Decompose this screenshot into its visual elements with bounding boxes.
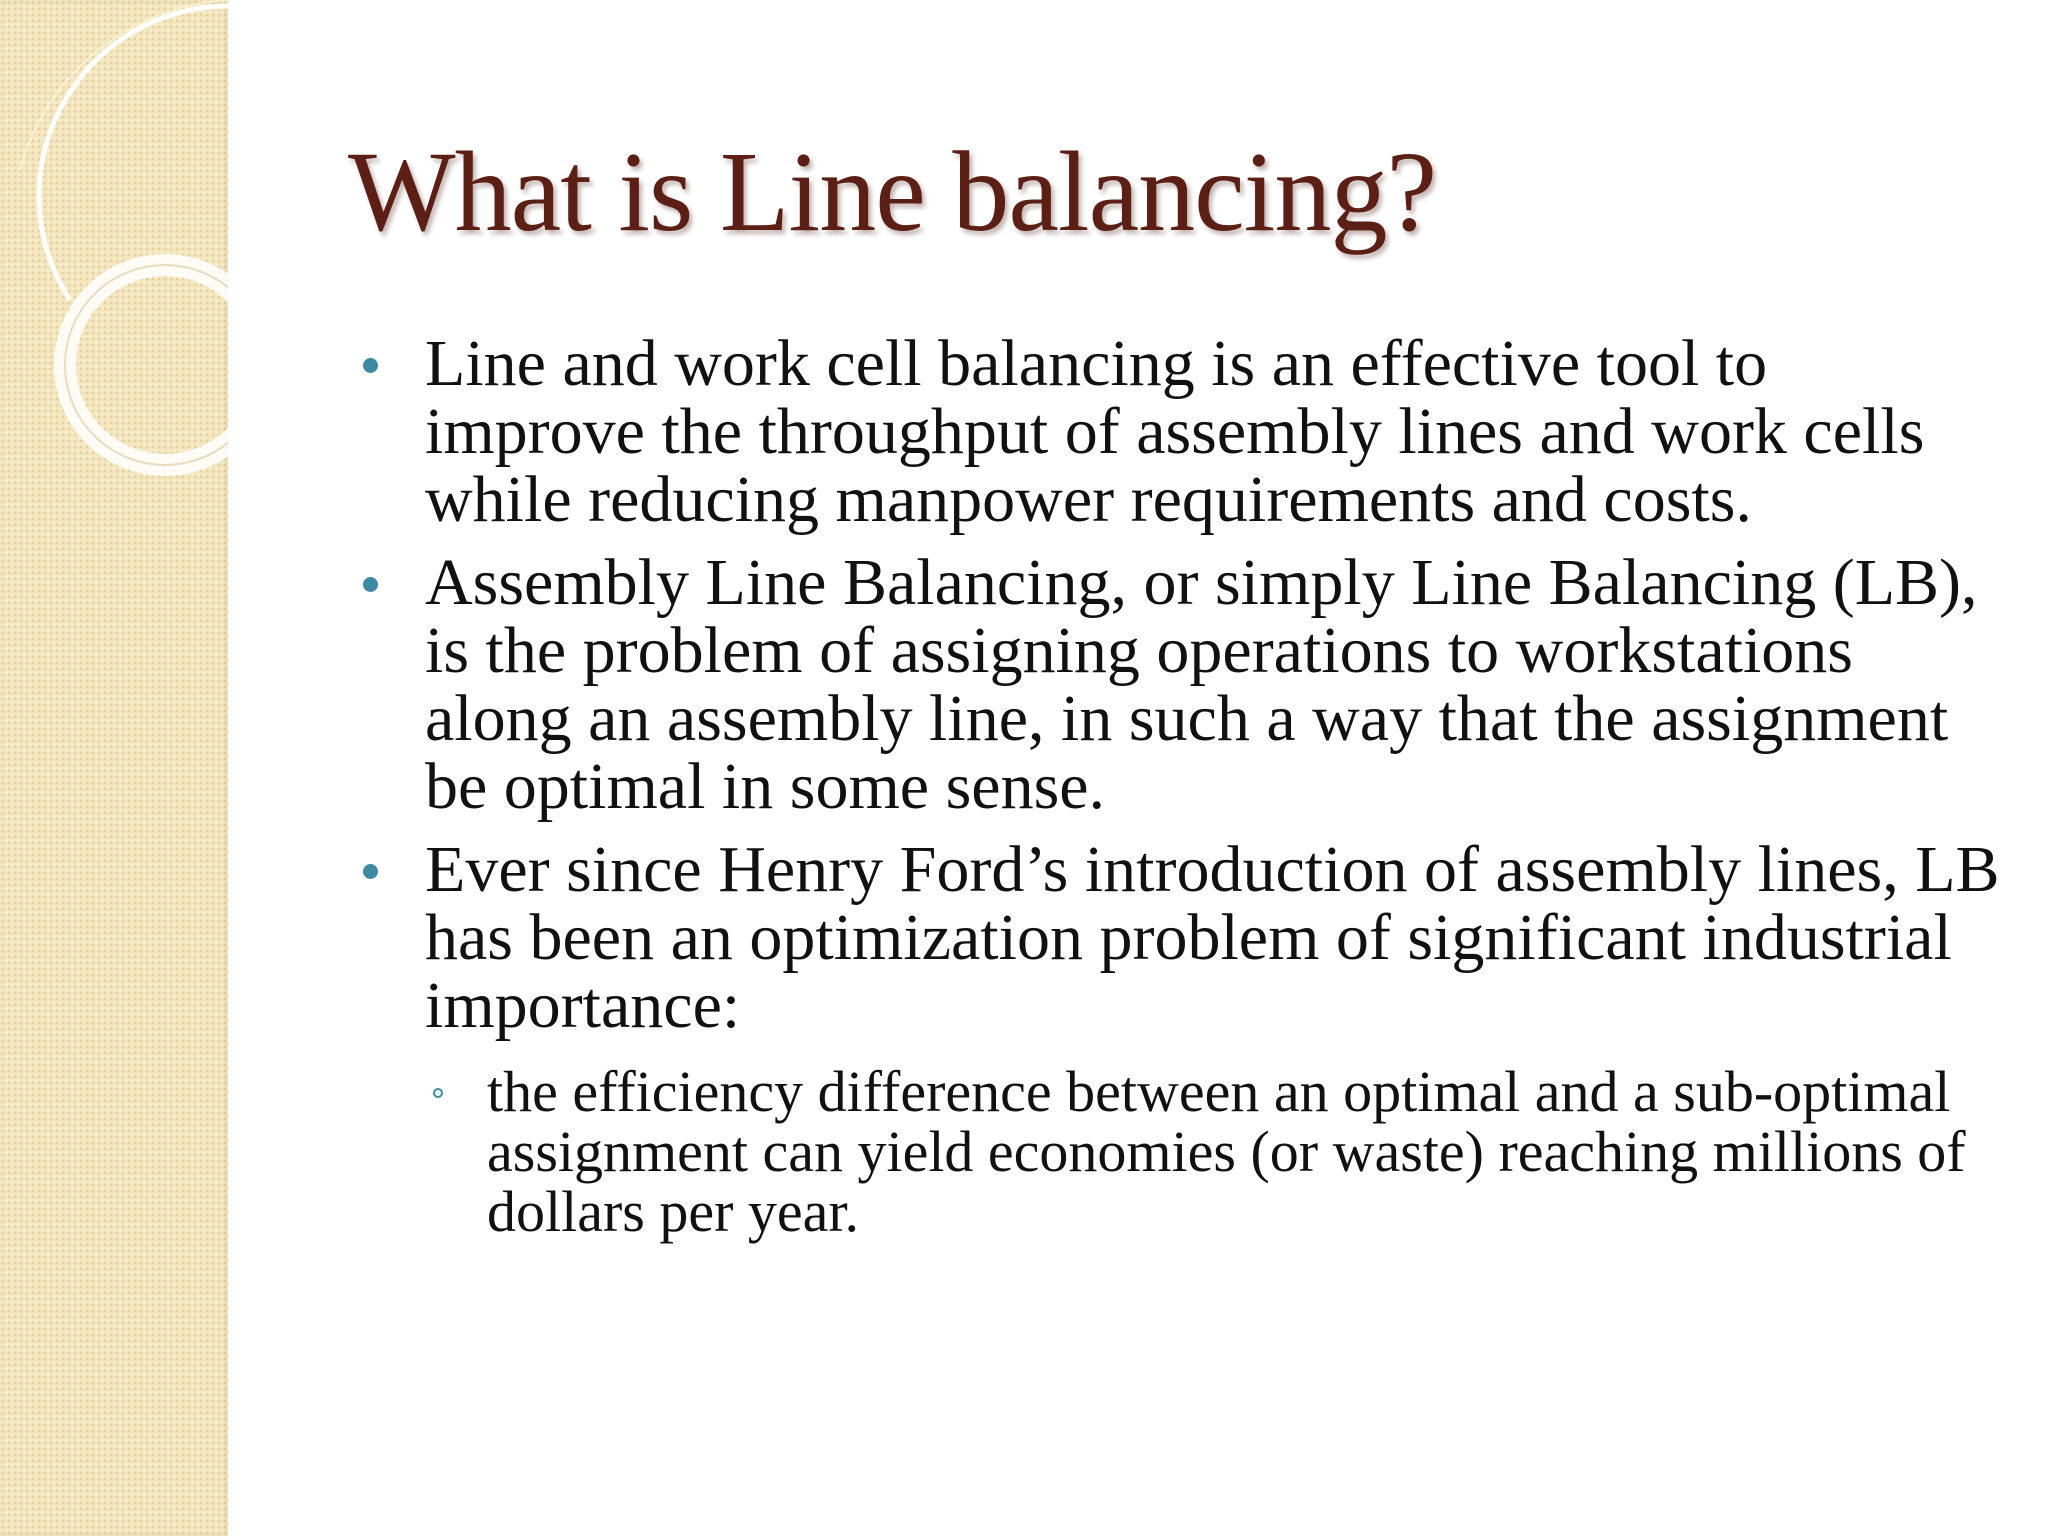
bullet-text: Assembly Line Balancing, or simply Line Balancing (LB), is the problem of assigning operations to workstations along an assembly line, in such a way that the assignment be optimal in some sense. (425, 546, 1978, 823)
bullet-text: Line and work cell balancing is an effective tool to improve the throughput of assembly lines and work cells while reducing manpower requirements and costs. (425, 327, 1925, 536)
sub-bullet-item (425, 1059, 2000, 1244)
slide-title: What is Line balancing? (348, 128, 1437, 255)
hollow-circle-icon (433, 1088, 443, 1098)
large-ring-arc (39, 6, 228, 300)
decorative-rings (0, 0, 228, 480)
bullet-dot-icon (363, 358, 378, 373)
sub-bullet-text: the efficiency difference between an optimal and a sub-optimal assignment can yield economies (or waste) reaching millions of dollars per year. (487, 1059, 1966, 1244)
large-ring-highlight (20, 0, 228, 170)
bullet-list (360, 327, 2000, 1257)
small-ring (65, 265, 228, 465)
sub-bullet-list (425, 1059, 2000, 1244)
bullet-item (360, 546, 2000, 823)
bullet-text: Ever since Henry Ford’s introduction of assembly lines, LB has been an optimization problem of significant industrial importance: (425, 833, 2000, 1042)
bullet-dot-icon (363, 577, 378, 592)
bullet-item (360, 833, 2000, 1244)
bullet-item (360, 327, 2000, 536)
bullet-dot-icon (363, 864, 378, 879)
